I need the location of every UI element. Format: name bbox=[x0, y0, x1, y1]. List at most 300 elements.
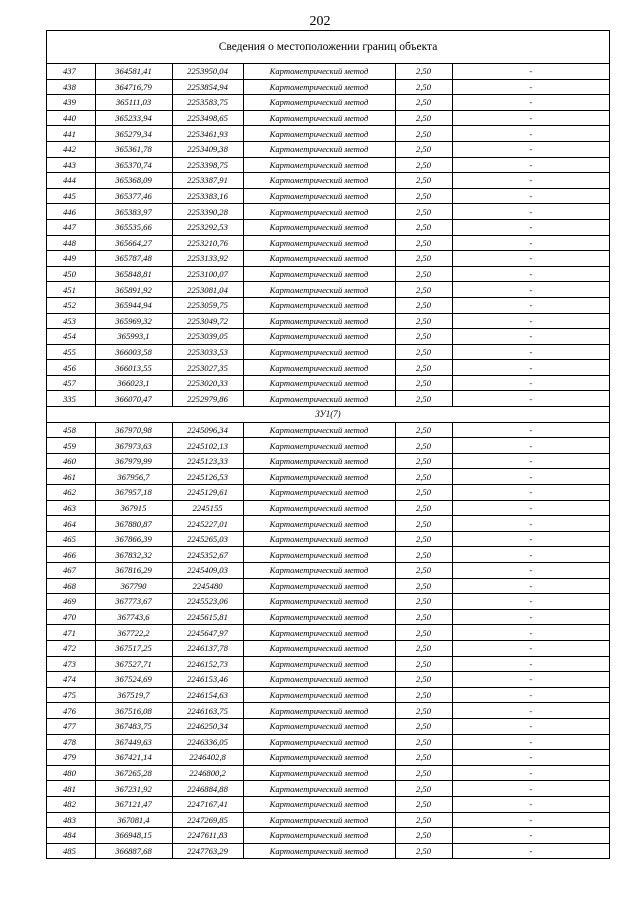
y-coordinate-cell: 2253583,75 bbox=[172, 95, 243, 111]
x-coordinate-cell: 365664,27 bbox=[95, 235, 172, 251]
point-number-cell: 473 bbox=[47, 656, 95, 672]
description-cell: - bbox=[452, 672, 609, 688]
accuracy-cell: 2,50 bbox=[395, 126, 452, 142]
point-number-cell: 444 bbox=[47, 173, 95, 189]
point-number-cell: 466 bbox=[47, 547, 95, 563]
point-number-cell: 445 bbox=[47, 188, 95, 204]
x-coordinate-cell: 366023,1 bbox=[95, 375, 172, 391]
accuracy-cell: 2,50 bbox=[395, 251, 452, 267]
method-cell: Картометрический метод bbox=[243, 843, 395, 858]
y-coordinate-cell: 2253059,75 bbox=[172, 297, 243, 313]
x-coordinate-cell: 365993,1 bbox=[95, 329, 172, 345]
description-cell: - bbox=[452, 469, 609, 485]
method-cell: Картометрический метод bbox=[243, 282, 395, 298]
accuracy-cell: 2,50 bbox=[395, 79, 452, 95]
accuracy-cell: 2,50 bbox=[395, 485, 452, 501]
point-number-cell: 468 bbox=[47, 578, 95, 594]
point-number-cell: 446 bbox=[47, 204, 95, 220]
accuracy-cell: 2,50 bbox=[395, 812, 452, 828]
x-coordinate-cell: 365787,48 bbox=[95, 251, 172, 267]
x-coordinate-cell: 366948,15 bbox=[95, 828, 172, 844]
description-cell: - bbox=[452, 687, 609, 703]
point-number-cell: 442 bbox=[47, 141, 95, 157]
description-cell: - bbox=[452, 157, 609, 173]
method-cell: Картометрический метод bbox=[243, 64, 395, 79]
description-cell: - bbox=[452, 422, 609, 438]
point-number-cell: 482 bbox=[47, 796, 95, 812]
description-cell: - bbox=[452, 375, 609, 391]
table-row bbox=[47, 469, 609, 485]
description-cell: - bbox=[452, 344, 609, 360]
description-cell: - bbox=[452, 609, 609, 625]
y-coordinate-cell: 2246163,75 bbox=[172, 703, 243, 719]
method-cell: Картометрический метод bbox=[243, 157, 395, 173]
y-coordinate-cell: 2253033,53 bbox=[172, 344, 243, 360]
accuracy-cell: 2,50 bbox=[395, 625, 452, 641]
point-number-cell: 485 bbox=[47, 843, 95, 858]
description-cell: - bbox=[452, 485, 609, 501]
y-coordinate-cell: 2245227,01 bbox=[172, 516, 243, 532]
point-number-cell: 453 bbox=[47, 313, 95, 329]
y-coordinate-cell: 2246250,34 bbox=[172, 718, 243, 734]
method-cell: Картометрический метод bbox=[243, 734, 395, 750]
point-number-cell: 472 bbox=[47, 640, 95, 656]
accuracy-cell: 2,50 bbox=[395, 453, 452, 469]
accuracy-cell: 2,50 bbox=[395, 219, 452, 235]
accuracy-cell: 2,50 bbox=[395, 375, 452, 391]
table-row bbox=[47, 188, 609, 204]
y-coordinate-cell: 2253409,38 bbox=[172, 141, 243, 157]
table-row bbox=[47, 734, 609, 750]
boundary-table-sheet bbox=[46, 30, 610, 859]
x-coordinate-cell: 367722,2 bbox=[95, 625, 172, 641]
point-number-cell: 469 bbox=[47, 594, 95, 610]
table-row bbox=[47, 687, 609, 703]
accuracy-cell: 2,50 bbox=[395, 578, 452, 594]
table-row bbox=[47, 718, 609, 734]
method-cell: Картометрический метод bbox=[243, 765, 395, 781]
method-cell: Картометрический метод bbox=[243, 141, 395, 157]
point-number-cell: 474 bbox=[47, 672, 95, 688]
accuracy-cell: 2,50 bbox=[395, 360, 452, 376]
accuracy-cell: 2,50 bbox=[395, 266, 452, 282]
table-title: Сведения о местоположении границ объекта bbox=[47, 31, 609, 64]
method-cell: Картометрический метод bbox=[243, 469, 395, 485]
method-cell: Картометрический метод bbox=[243, 126, 395, 142]
method-cell: Картометрический метод bbox=[243, 687, 395, 703]
x-coordinate-cell: 367979,99 bbox=[95, 453, 172, 469]
point-number-cell: 470 bbox=[47, 609, 95, 625]
x-coordinate-cell: 367524,69 bbox=[95, 672, 172, 688]
accuracy-cell: 2,50 bbox=[395, 672, 452, 688]
method-cell: Картометрический метод bbox=[243, 422, 395, 438]
description-cell: - bbox=[452, 110, 609, 126]
x-coordinate-cell: 367421,14 bbox=[95, 750, 172, 766]
description-cell: - bbox=[452, 329, 609, 345]
point-number-cell: 447 bbox=[47, 219, 95, 235]
table-row bbox=[47, 781, 609, 797]
accuracy-cell: 2,50 bbox=[395, 282, 452, 298]
accuracy-cell: 2,50 bbox=[395, 157, 452, 173]
point-number-cell: 454 bbox=[47, 329, 95, 345]
method-cell: Картометрический метод bbox=[243, 656, 395, 672]
y-coordinate-cell: 2245647,97 bbox=[172, 625, 243, 641]
x-coordinate-cell: 367973,63 bbox=[95, 438, 172, 454]
accuracy-cell: 2,50 bbox=[395, 438, 452, 454]
y-coordinate-cell: 2253039,05 bbox=[172, 329, 243, 345]
point-number-cell: 450 bbox=[47, 266, 95, 282]
accuracy-cell: 2,50 bbox=[395, 547, 452, 563]
table-row bbox=[47, 547, 609, 563]
method-cell: Картометрический метод bbox=[243, 251, 395, 267]
table-row bbox=[47, 235, 609, 251]
method-cell: Картометрический метод bbox=[243, 313, 395, 329]
table-row bbox=[47, 625, 609, 641]
y-coordinate-cell: 2247763,29 bbox=[172, 843, 243, 858]
x-coordinate-cell: 365111,03 bbox=[95, 95, 172, 111]
table-row bbox=[47, 375, 609, 391]
table-row bbox=[47, 297, 609, 313]
description-cell: - bbox=[452, 594, 609, 610]
y-coordinate-cell: 2245615,81 bbox=[172, 609, 243, 625]
y-coordinate-cell: 2245096,34 bbox=[172, 422, 243, 438]
y-coordinate-cell: 2245480 bbox=[172, 578, 243, 594]
point-number-cell: 476 bbox=[47, 703, 95, 719]
table-row bbox=[47, 516, 609, 532]
x-coordinate-cell: 365279,34 bbox=[95, 126, 172, 142]
point-number-cell: 462 bbox=[47, 485, 95, 501]
x-coordinate-cell: 367773,67 bbox=[95, 594, 172, 610]
x-coordinate-cell: 367231,92 bbox=[95, 781, 172, 797]
y-coordinate-cell: 2246402,8 bbox=[172, 750, 243, 766]
method-cell: Картометрический метод bbox=[243, 375, 395, 391]
point-number-cell: 464 bbox=[47, 516, 95, 532]
table-row bbox=[47, 110, 609, 126]
table-row bbox=[47, 391, 609, 407]
table-row bbox=[47, 79, 609, 95]
point-number-cell: 449 bbox=[47, 251, 95, 267]
accuracy-cell: 2,50 bbox=[395, 531, 452, 547]
description-cell: - bbox=[452, 547, 609, 563]
accuracy-cell: 2,50 bbox=[395, 828, 452, 844]
description-cell: - bbox=[452, 219, 609, 235]
page-number: 202 bbox=[309, 14, 331, 29]
method-cell: Картометрический метод bbox=[243, 703, 395, 719]
method-cell: Картометрический метод bbox=[243, 438, 395, 454]
table-row bbox=[47, 609, 609, 625]
method-cell: Картометрический метод bbox=[243, 781, 395, 797]
description-cell: - bbox=[452, 266, 609, 282]
table-row bbox=[47, 531, 609, 547]
table-row bbox=[47, 266, 609, 282]
accuracy-cell: 2,50 bbox=[395, 297, 452, 313]
y-coordinate-cell: 2247611,83 bbox=[172, 828, 243, 844]
description-cell: - bbox=[452, 313, 609, 329]
x-coordinate-cell: 365848,81 bbox=[95, 266, 172, 282]
description-cell: - bbox=[452, 563, 609, 579]
point-number-cell: 471 bbox=[47, 625, 95, 641]
table-row bbox=[47, 828, 609, 844]
accuracy-cell: 2,50 bbox=[395, 188, 452, 204]
x-coordinate-cell: 367081,4 bbox=[95, 812, 172, 828]
x-coordinate-cell: 365361,78 bbox=[95, 141, 172, 157]
method-cell: Картометрический метод bbox=[243, 672, 395, 688]
point-number-cell: 465 bbox=[47, 531, 95, 547]
method-cell: Картометрический метод bbox=[243, 640, 395, 656]
y-coordinate-cell: 2246800,2 bbox=[172, 765, 243, 781]
y-coordinate-cell: 2253020,33 bbox=[172, 375, 243, 391]
point-number-cell: 448 bbox=[47, 235, 95, 251]
accuracy-cell: 2,50 bbox=[395, 796, 452, 812]
point-number-cell: 451 bbox=[47, 282, 95, 298]
accuracy-cell: 2,50 bbox=[395, 173, 452, 189]
point-number-cell: 460 bbox=[47, 453, 95, 469]
x-coordinate-cell: 367519,7 bbox=[95, 687, 172, 703]
point-number-cell: 440 bbox=[47, 110, 95, 126]
table-row bbox=[47, 313, 609, 329]
coordinates-table bbox=[47, 64, 609, 858]
x-coordinate-cell: 367970,98 bbox=[95, 422, 172, 438]
y-coordinate-cell: 2246152,73 bbox=[172, 656, 243, 672]
point-number-cell: 456 bbox=[47, 360, 95, 376]
description-cell: - bbox=[452, 297, 609, 313]
y-coordinate-cell: 2245129,61 bbox=[172, 485, 243, 501]
x-coordinate-cell: 367449,63 bbox=[95, 734, 172, 750]
accuracy-cell: 2,50 bbox=[395, 734, 452, 750]
y-coordinate-cell: 2245409,03 bbox=[172, 563, 243, 579]
description-cell: - bbox=[452, 718, 609, 734]
description-cell: - bbox=[452, 843, 609, 858]
accuracy-cell: 2,50 bbox=[395, 718, 452, 734]
point-number-cell: 461 bbox=[47, 469, 95, 485]
table-row bbox=[47, 703, 609, 719]
y-coordinate-cell: 2246154,63 bbox=[172, 687, 243, 703]
description-cell: - bbox=[452, 188, 609, 204]
table-row bbox=[47, 157, 609, 173]
description-cell: - bbox=[452, 453, 609, 469]
y-coordinate-cell: 2253027,35 bbox=[172, 360, 243, 376]
x-coordinate-cell: 366887,68 bbox=[95, 843, 172, 858]
accuracy-cell: 2,50 bbox=[395, 781, 452, 797]
x-coordinate-cell: 365368,09 bbox=[95, 173, 172, 189]
point-number-cell: 437 bbox=[47, 64, 95, 79]
method-cell: Картометрический метод bbox=[243, 329, 395, 345]
table-row bbox=[47, 64, 609, 79]
table-row bbox=[47, 204, 609, 220]
accuracy-cell: 2,50 bbox=[395, 95, 452, 111]
table-row bbox=[47, 843, 609, 858]
accuracy-cell: 2,50 bbox=[395, 563, 452, 579]
method-cell: Картометрический метод bbox=[243, 485, 395, 501]
point-number-cell: 484 bbox=[47, 828, 95, 844]
y-coordinate-cell: 2253498,65 bbox=[172, 110, 243, 126]
table-row bbox=[47, 344, 609, 360]
description-cell: - bbox=[452, 765, 609, 781]
section-heading-row bbox=[47, 407, 609, 423]
y-coordinate-cell: 2247269,85 bbox=[172, 812, 243, 828]
method-cell: Картометрический метод bbox=[243, 173, 395, 189]
description-cell: - bbox=[452, 796, 609, 812]
description-cell: - bbox=[452, 204, 609, 220]
table-row bbox=[47, 500, 609, 516]
point-number-cell: 481 bbox=[47, 781, 95, 797]
table-row bbox=[47, 765, 609, 781]
point-number-cell: 483 bbox=[47, 812, 95, 828]
accuracy-cell: 2,50 bbox=[395, 469, 452, 485]
point-number-cell: 467 bbox=[47, 563, 95, 579]
x-coordinate-cell: 367790 bbox=[95, 578, 172, 594]
description-cell: - bbox=[452, 750, 609, 766]
table-row bbox=[47, 422, 609, 438]
y-coordinate-cell: 2245102,13 bbox=[172, 438, 243, 454]
description-cell: - bbox=[452, 828, 609, 844]
description-cell: - bbox=[452, 500, 609, 516]
x-coordinate-cell: 367483,75 bbox=[95, 718, 172, 734]
description-cell: - bbox=[452, 625, 609, 641]
method-cell: Картометрический метод bbox=[243, 453, 395, 469]
x-coordinate-cell: 367265,28 bbox=[95, 765, 172, 781]
description-cell: - bbox=[452, 141, 609, 157]
accuracy-cell: 2,50 bbox=[395, 609, 452, 625]
y-coordinate-cell: 2252979,86 bbox=[172, 391, 243, 407]
x-coordinate-cell: 366003,58 bbox=[95, 344, 172, 360]
x-coordinate-cell: 365944,94 bbox=[95, 297, 172, 313]
x-coordinate-cell: 366070,47 bbox=[95, 391, 172, 407]
table-row bbox=[47, 563, 609, 579]
y-coordinate-cell: 2253398,75 bbox=[172, 157, 243, 173]
accuracy-cell: 2,50 bbox=[395, 391, 452, 407]
y-coordinate-cell: 2253390,28 bbox=[172, 204, 243, 220]
method-cell: Картометрический метод bbox=[243, 531, 395, 547]
accuracy-cell: 2,50 bbox=[395, 640, 452, 656]
description-cell: - bbox=[452, 235, 609, 251]
method-cell: Картометрический метод bbox=[243, 344, 395, 360]
y-coordinate-cell: 2245523,06 bbox=[172, 594, 243, 610]
x-coordinate-cell: 367743,6 bbox=[95, 609, 172, 625]
table-row bbox=[47, 173, 609, 189]
method-cell: Картометрический метод bbox=[243, 79, 395, 95]
accuracy-cell: 2,50 bbox=[395, 110, 452, 126]
description-cell: - bbox=[452, 656, 609, 672]
table-row bbox=[47, 95, 609, 111]
x-coordinate-cell: 367527,71 bbox=[95, 656, 172, 672]
y-coordinate-cell: 2246153,46 bbox=[172, 672, 243, 688]
y-coordinate-cell: 2253854,94 bbox=[172, 79, 243, 95]
method-cell: Картометрический метод bbox=[243, 204, 395, 220]
description-cell: - bbox=[452, 531, 609, 547]
point-number-cell: 439 bbox=[47, 95, 95, 111]
table-row bbox=[47, 251, 609, 267]
accuracy-cell: 2,50 bbox=[395, 64, 452, 79]
description-cell: - bbox=[452, 251, 609, 267]
y-coordinate-cell: 2245265,03 bbox=[172, 531, 243, 547]
accuracy-cell: 2,50 bbox=[395, 329, 452, 345]
y-coordinate-cell: 2253950,04 bbox=[172, 64, 243, 79]
method-cell: Картометрический метод bbox=[243, 391, 395, 407]
y-coordinate-cell: 2253100,07 bbox=[172, 266, 243, 282]
y-coordinate-cell: 2253210,76 bbox=[172, 235, 243, 251]
y-coordinate-cell: 2253387,91 bbox=[172, 173, 243, 189]
point-number-cell: 438 bbox=[47, 79, 95, 95]
table-row bbox=[47, 453, 609, 469]
description-cell: - bbox=[452, 391, 609, 407]
table-row bbox=[47, 126, 609, 142]
table-row bbox=[47, 640, 609, 656]
x-coordinate-cell: 364581,41 bbox=[95, 64, 172, 79]
accuracy-cell: 2,50 bbox=[395, 687, 452, 703]
method-cell: Картометрический метод bbox=[243, 718, 395, 734]
description-cell: - bbox=[452, 282, 609, 298]
description-cell: - bbox=[452, 64, 609, 79]
x-coordinate-cell: 367517,25 bbox=[95, 640, 172, 656]
accuracy-cell: 2,50 bbox=[395, 500, 452, 516]
x-coordinate-cell: 367816,29 bbox=[95, 563, 172, 579]
table-row bbox=[47, 672, 609, 688]
description-cell: - bbox=[452, 812, 609, 828]
point-number-cell: 335 bbox=[47, 391, 95, 407]
method-cell: Картометрический метод bbox=[243, 188, 395, 204]
x-coordinate-cell: 367957,18 bbox=[95, 485, 172, 501]
method-cell: Картометрический метод bbox=[243, 95, 395, 111]
accuracy-cell: 2,50 bbox=[395, 204, 452, 220]
description-cell: - bbox=[452, 781, 609, 797]
x-coordinate-cell: 367516,08 bbox=[95, 703, 172, 719]
description-cell: - bbox=[452, 360, 609, 376]
x-coordinate-cell: 365383,97 bbox=[95, 204, 172, 220]
y-coordinate-cell: 2245352,67 bbox=[172, 547, 243, 563]
method-cell: Картометрический метод bbox=[243, 219, 395, 235]
y-coordinate-cell: 2253081,04 bbox=[172, 282, 243, 298]
method-cell: Картометрический метод bbox=[243, 360, 395, 376]
point-number-cell: 475 bbox=[47, 687, 95, 703]
point-number-cell: 458 bbox=[47, 422, 95, 438]
section-heading: ЗУ1(7) bbox=[47, 407, 609, 423]
x-coordinate-cell: 365891,92 bbox=[95, 282, 172, 298]
y-coordinate-cell: 2253383,16 bbox=[172, 188, 243, 204]
table-row bbox=[47, 329, 609, 345]
method-cell: Картометрический метод bbox=[243, 297, 395, 313]
table-row bbox=[47, 796, 609, 812]
table-row bbox=[47, 594, 609, 610]
x-coordinate-cell: 365233,94 bbox=[95, 110, 172, 126]
x-coordinate-cell: 367880,87 bbox=[95, 516, 172, 532]
description-cell: - bbox=[452, 578, 609, 594]
y-coordinate-cell: 2245126,53 bbox=[172, 469, 243, 485]
point-number-cell: 443 bbox=[47, 157, 95, 173]
x-coordinate-cell: 365377,46 bbox=[95, 188, 172, 204]
method-cell: Картометрический метод bbox=[243, 500, 395, 516]
x-coordinate-cell: 367121,47 bbox=[95, 796, 172, 812]
description-cell: - bbox=[452, 640, 609, 656]
description-cell: - bbox=[452, 126, 609, 142]
y-coordinate-cell: 2253133,92 bbox=[172, 251, 243, 267]
description-cell: - bbox=[452, 95, 609, 111]
description-cell: - bbox=[452, 734, 609, 750]
x-coordinate-cell: 367956,7 bbox=[95, 469, 172, 485]
point-number-cell: 455 bbox=[47, 344, 95, 360]
point-number-cell: 463 bbox=[47, 500, 95, 516]
method-cell: Картометрический метод bbox=[243, 547, 395, 563]
table-row bbox=[47, 750, 609, 766]
point-number-cell: 452 bbox=[47, 297, 95, 313]
x-coordinate-cell: 365969,32 bbox=[95, 313, 172, 329]
method-cell: Картометрический метод bbox=[243, 828, 395, 844]
accuracy-cell: 2,50 bbox=[395, 703, 452, 719]
point-number-cell: 478 bbox=[47, 734, 95, 750]
accuracy-cell: 2,50 bbox=[395, 656, 452, 672]
x-coordinate-cell: 365370,74 bbox=[95, 157, 172, 173]
method-cell: Картометрический метод bbox=[243, 516, 395, 532]
